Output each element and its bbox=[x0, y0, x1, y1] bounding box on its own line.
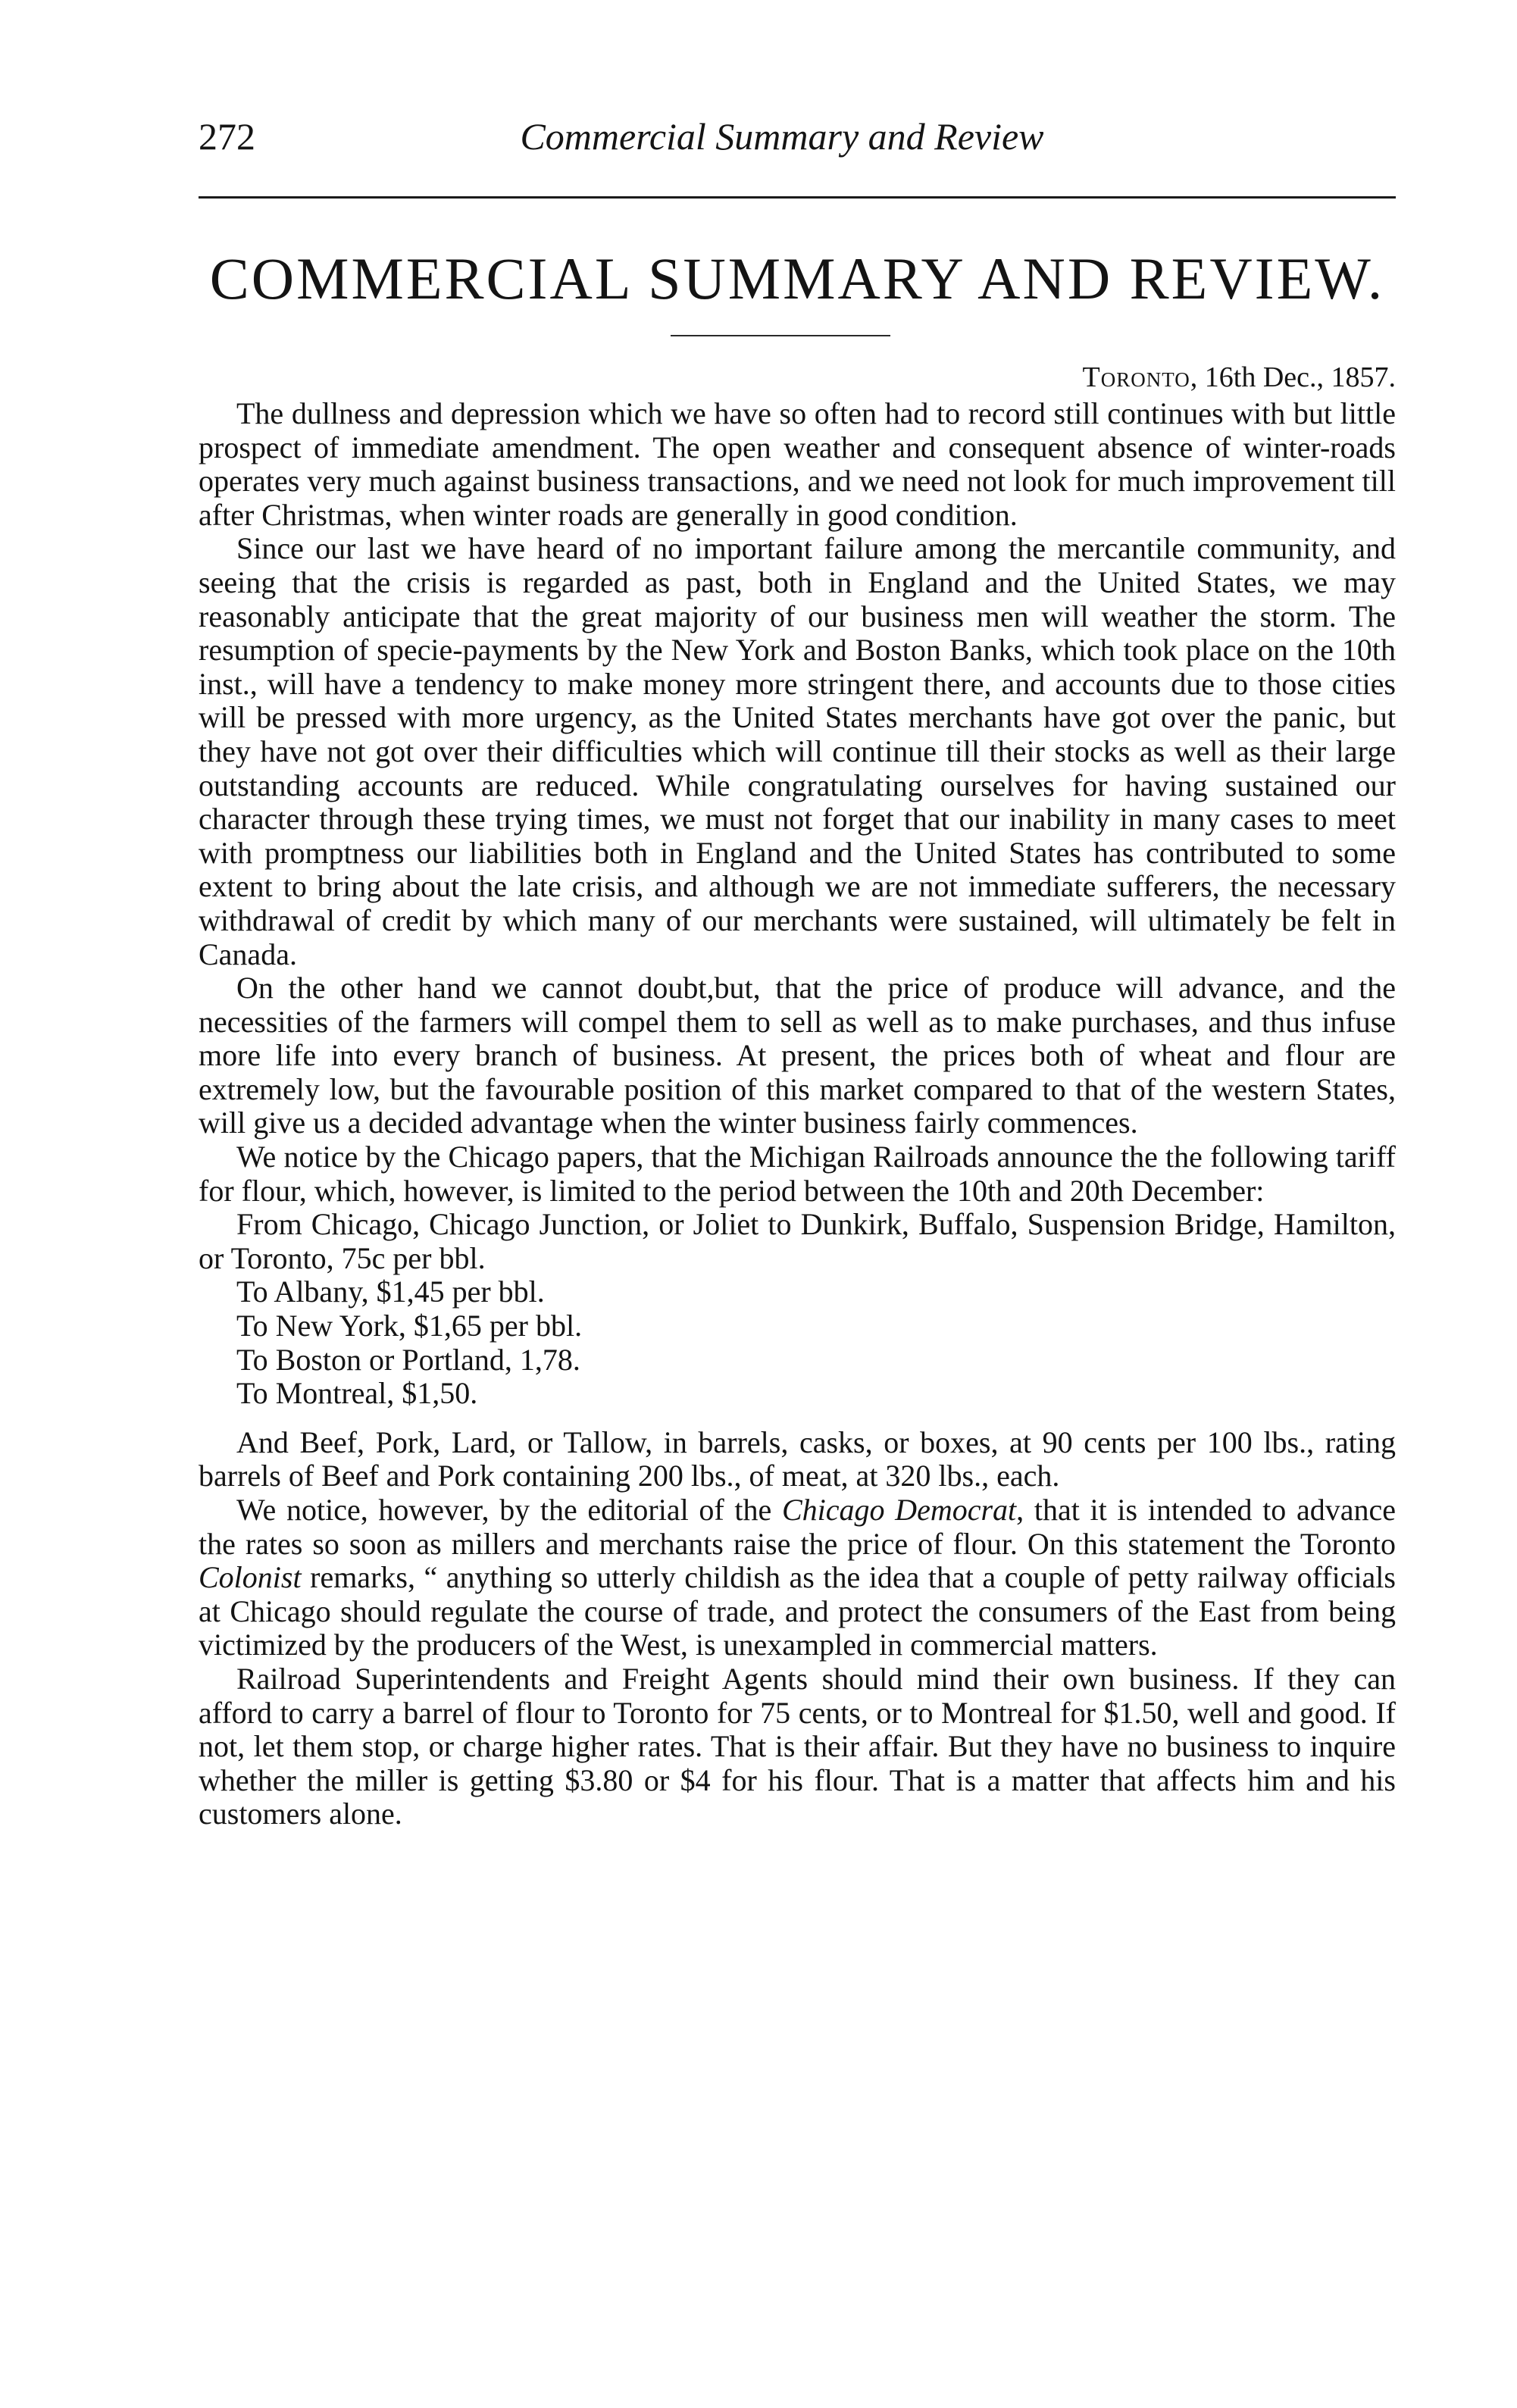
dateline bbox=[199, 356, 1396, 399]
tariff-line-intro: From Chicago, Chicago Junction, or Joliet to Dunkirk, Buffalo, Suspension Bridge, Hamilton, or Toronto, 75c per bbl. bbox=[199, 1207, 1396, 1275]
editorial-text-a: We notice, however, by the editorial of the bbox=[236, 1493, 782, 1527]
running-head bbox=[199, 114, 1335, 167]
paragraph-dullness: The dullness and depression which we have so often had to record still continues with but little prospect of immediate amendment. The open weather and consequent absence of winter-roads operates very much against business transactions, and we need not look for much improvement till after Christmas, when winter roads are generally in good condition. bbox=[199, 396, 1396, 532]
header-rule bbox=[199, 196, 1396, 199]
tariff-line-montreal: To Montreal, $1,50. bbox=[236, 1376, 478, 1411]
paragraph-chicago-tariff: We notice by the Chicago papers, that the Michigan Railroads announce the the following tariff for flour, which, however, is limited to the period between the 10th and 20th December: bbox=[199, 1140, 1396, 1208]
tariff-line-new-york: To New York, $1,65 per bbl. bbox=[236, 1309, 583, 1343]
page-number: 272 bbox=[199, 115, 255, 158]
paragraph-mercantile: Since our last we have heard of no important failure among the mercantile community, and seeing that the crisis is regarded as past, both in England and the United States, we may reasonably anticipate that the great majority of our business men will weather the storm. The resumption of specie-payments by the New York and Boston Banks, which took place on the 10th inst., will have a tendency to make money more stringent there, and accounts due to those cities will be pressed with more urgency, as the United States merchants have got over the panic, but they have not got over their difficulties which will continue till their stocks as well as their large outstanding accounts are reduced. While congratulating ourselves for having sustained our character through these trying times, we must not forget that our inability in many cases to meet with promptness our liabilities both in England and the United States has contributed to some extent to bring about the late crisis, and although we are not immediate sufferers, the necessary withdrawal of credit by which many of our merchants were sustained, will ultimately be felt in Canada. bbox=[199, 531, 1396, 971]
editorial-text-b: , that it is intended to advance the rates so soon as millers and merchants raise the price of flour. On this statement the Toronto bbox=[199, 1493, 1397, 1561]
tariff-line-boston: To Boston or Portland, 1,78. bbox=[236, 1342, 580, 1377]
article-body bbox=[199, 397, 1396, 1831]
newspaper-name-colonist: Colonist bbox=[199, 1560, 302, 1595]
paragraph-editorial bbox=[199, 1493, 1396, 1662]
title-rule bbox=[671, 335, 890, 336]
newspaper-name-democrat: Chicago Democrat bbox=[781, 1493, 1017, 1527]
paragraph-produce: On the other hand we cannot doubt,but, that the price of produce will advance, and the necessities of the farmers will compel them to sell as well as to make purchases, and thus infuse more life into every branch of business. At present, the prices both of wheat and flour are extremely low, but the favourable position of this market compared to that of the western States, will give us a decided advantage when the winter business fairly commences. bbox=[199, 971, 1396, 1140]
editorial-text-c: remarks, “ anything so utterly childish as the idea that a couple of petty railway officials at Chicago should regulate the course of trade, and protect the consumers of the East from being victimized by the producers of the West, is unexampled in commercial matters. bbox=[199, 1560, 1396, 1662]
running-head-title: Commercial Summary and Review bbox=[520, 115, 1044, 158]
article-title: COMMERCIAL SUMMARY AND REVIEW. bbox=[209, 245, 1385, 311]
dateline-date: , 16th Dec., 1857. bbox=[1190, 361, 1396, 393]
tariff-line-albany: To Albany, $1,45 per bbl. bbox=[236, 1274, 545, 1309]
paragraph-railroad-superintendents: Railroad Superintendents and Freight Agents should mind their own business. If they can afford to carry a barrel of flour to Toronto for 75 cents, or to Montreal for $1.50, well and good. If not, let them stop, or charge higher rates. That is their affair. But they have no business to inquire whether the miller is getting $3.80 or $4 for his flour. That is a matter that affects him and his customers alone. bbox=[199, 1661, 1396, 1831]
dateline-place: Toronto bbox=[1082, 361, 1190, 393]
paragraph-beef-pork: And Beef, Pork, Lard, or Tallow, in barrels, casks, or boxes, at 90 cents per 100 lbs., rating barrels of Beef and Pork containing 200 lbs., of meat, at 320 lbs., each. bbox=[199, 1424, 1396, 1493]
